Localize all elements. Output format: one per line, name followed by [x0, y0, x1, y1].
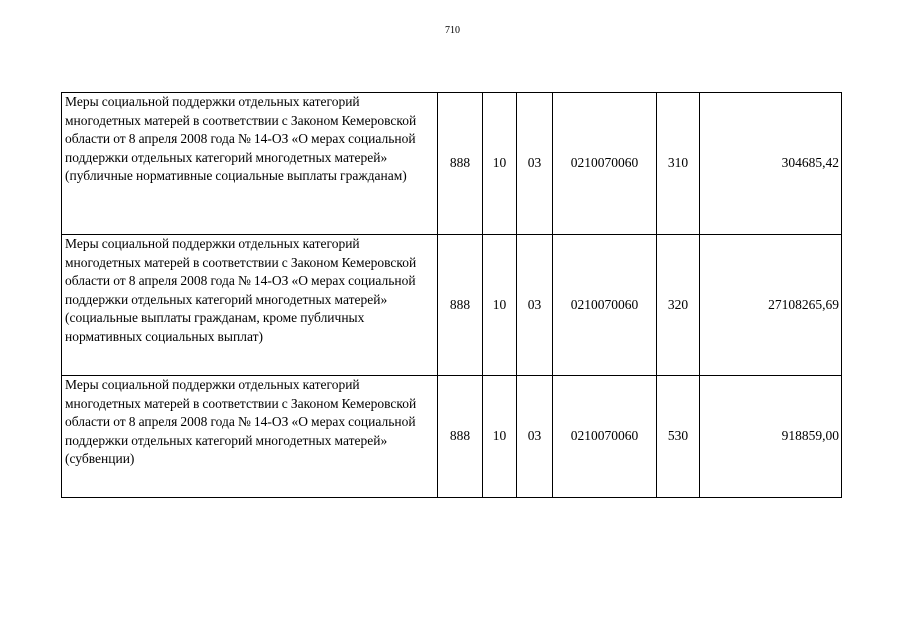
table-row [62, 93, 842, 235]
row-description: Меры социальной поддержки отдельных категорий многодетных матерей в соответствии с Законом Кемеровской области от 8 апреля 2008 года № 14-ОЗ «О мерах социальной поддержки отдельных категорий многодетных матерей» (субвенции) [62, 376, 438, 498]
expense-type-code: 320 [657, 235, 700, 376]
subsection-code: 03 [517, 93, 553, 235]
subsection-code: 03 [517, 235, 553, 376]
amount: 918859,00 [700, 376, 842, 498]
row-description: Меры социальной поддержки отдельных категорий многодетных матерей в соответствии с Законом Кемеровской области от 8 апреля 2008 года № 14-ОЗ «О мерах социальной поддержки отдельных категорий многодетных матерей» (публичные нормативные социальные выплаты гражданам) [62, 93, 438, 235]
section-code: 10 [483, 376, 517, 498]
table-row [62, 376, 842, 498]
section-code: 10 [483, 93, 517, 235]
expense-type-code: 310 [657, 93, 700, 235]
section-code: 10 [483, 235, 517, 376]
row-description: Меры социальной поддержки отдельных категорий многодетных матерей в соответствии с Законом Кемеровской области от 8 апреля 2008 года № 14-ОЗ «О мерах социальной поддержки отдельных категорий многодетных матерей» (социальные выплаты гражданам, кроме публичных нормативных социальных выплат) [62, 235, 438, 376]
target-article-code: 0210070060 [553, 235, 657, 376]
target-article-code: 0210070060 [553, 93, 657, 235]
ministry-code: 888 [438, 376, 483, 498]
page-number: 710 [445, 25, 460, 36]
subsection-code: 03 [517, 376, 553, 498]
expense-type-code: 530 [657, 376, 700, 498]
amount: 27108265,69 [700, 235, 842, 376]
ministry-code: 888 [438, 93, 483, 235]
budget-table [61, 92, 842, 498]
table-row [62, 235, 842, 376]
amount: 304685,42 [700, 93, 842, 235]
ministry-code: 888 [438, 235, 483, 376]
target-article-code: 0210070060 [553, 376, 657, 498]
